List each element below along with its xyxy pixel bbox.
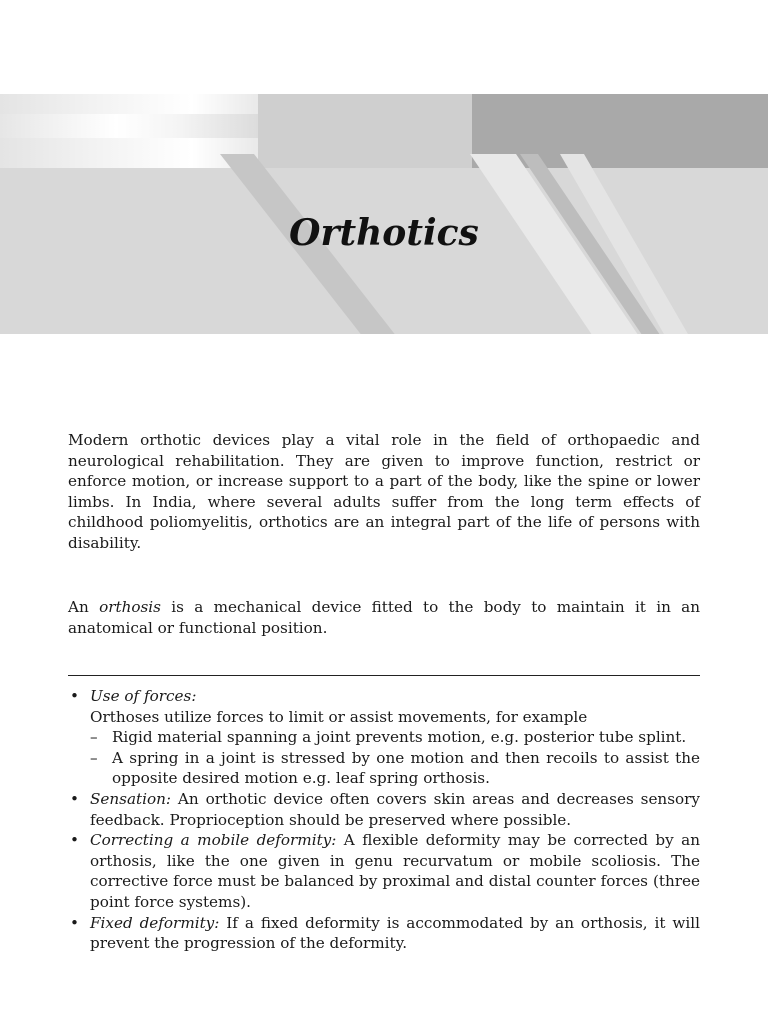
sub-list-item bbox=[90, 748, 700, 789]
chapter-title: Orthotics bbox=[289, 212, 479, 254]
sub-item-text: A spring in a joint is stressed by one motion and then recoils to assist the opposite desired motion e.g. leaf spring orthosis. bbox=[112, 748, 700, 788]
list-item bbox=[68, 686, 700, 789]
bullet-text: A flexible deformity may be corrected by an orthosis, like the one given in genu recurvatum or mobile scoliosis. The corrective force must be balanced by proximal and distal counter forces (three point force systems). bbox=[90, 831, 700, 911]
bullet-marker: • bbox=[70, 913, 79, 932]
bullet-heading: Fixed deformity: bbox=[90, 913, 220, 932]
definition-rest: is a mechanical device fitted to the body to maintain it in an anatomical or functional position. bbox=[68, 598, 700, 637]
intro-paragraph: Modern orthotic devices play a vital role in the field of orthopaedic and neurological rehabilitation. They are given to improve function, restrict or enforce motion, or increase support to a part of the body, like the spine or lower limbs. In India, where several adults suffer from the long term effects of childhood poliomyelitis, orthotics are an integral part of the life of persons with disability. bbox=[68, 431, 700, 552]
sub-list-item bbox=[90, 727, 700, 748]
list-item bbox=[68, 830, 700, 912]
bullet-list bbox=[68, 686, 700, 954]
sub-list bbox=[90, 727, 700, 789]
bullet-heading: Sensation: bbox=[90, 789, 172, 808]
bullet-text: An orthotic device often covers skin areas and decreases sensory feedback. Proprioception should be preserved where possible. bbox=[90, 789, 700, 829]
dash-marker: – bbox=[90, 728, 98, 747]
sub-item-text: Rigid material spanning a joint prevents motion, e.g. posterior tube splint. bbox=[112, 728, 687, 747]
banner-mid-block bbox=[258, 94, 472, 168]
definition-paragraph bbox=[68, 597, 700, 638]
definition-prefix: An bbox=[68, 598, 100, 616]
bullet-heading: Use of forces: bbox=[90, 687, 197, 705]
definition-term: orthosis bbox=[99, 598, 161, 616]
bullet-text: If a fixed deformity is accommodated by an orthosis, it will prevent the progression of the deformity. bbox=[90, 913, 700, 953]
bullet-marker: • bbox=[70, 789, 79, 808]
banner-light-strip bbox=[0, 114, 258, 138]
section-divider bbox=[68, 675, 700, 676]
bullet-text: Orthoses utilize forces to limit or assist movements, for example bbox=[90, 707, 588, 726]
list-item bbox=[68, 913, 700, 954]
list-item bbox=[68, 789, 700, 830]
dash-marker: – bbox=[90, 748, 98, 767]
bullet-heading: Correcting a mobile deformity: bbox=[90, 831, 337, 850]
bullet-marker: • bbox=[70, 687, 79, 705]
bullet-marker: • bbox=[70, 831, 79, 850]
